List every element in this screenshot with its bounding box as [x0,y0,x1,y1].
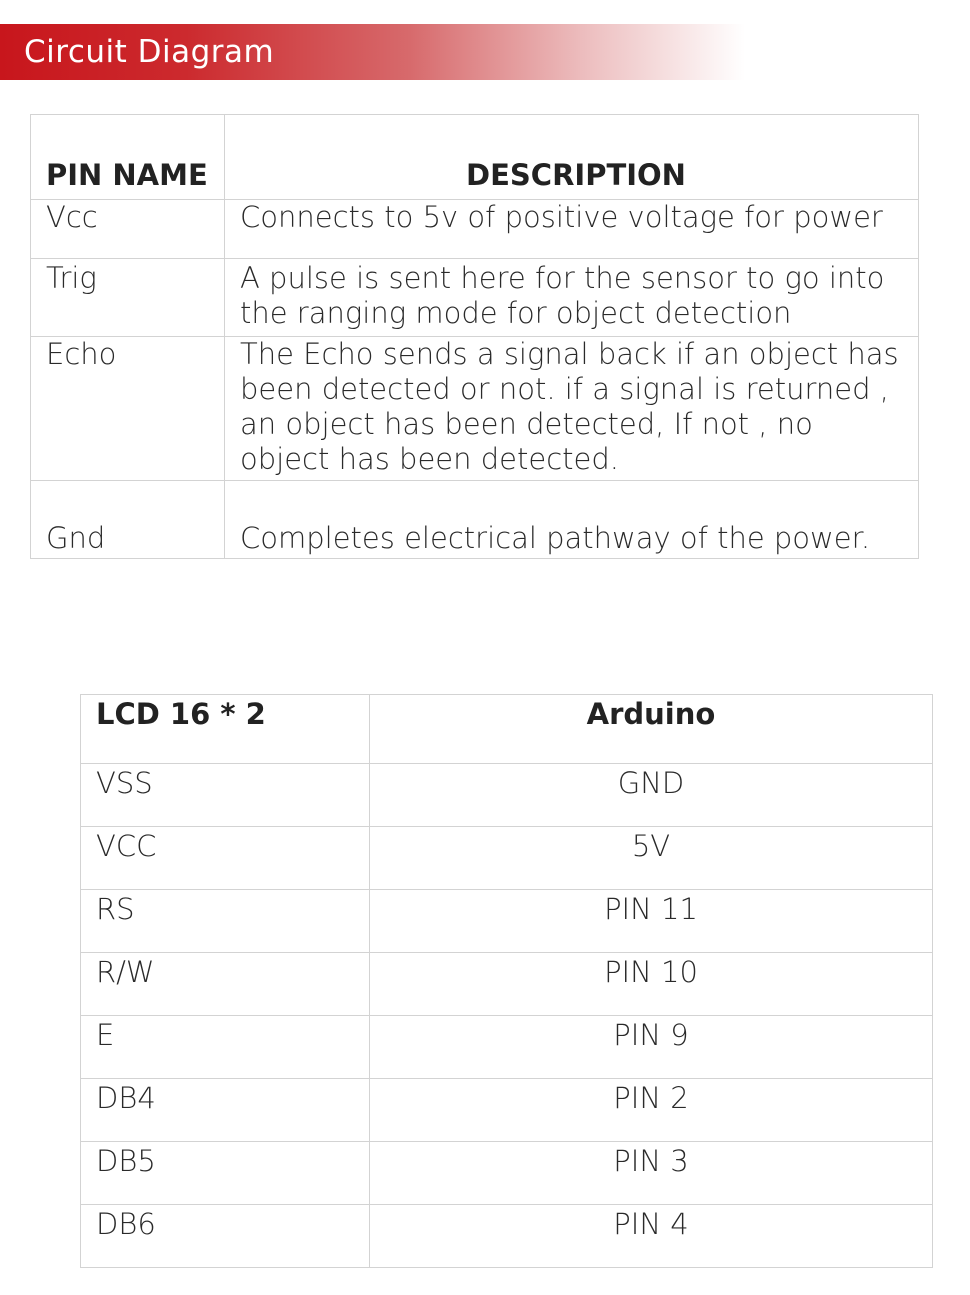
lcd-table-header-row [81,695,933,764]
description-line: Completes electrical pathway of the power. [240,521,871,555]
table-row [31,259,919,337]
table-row [81,1016,933,1079]
lcd-pin-cell: RS [81,890,370,953]
arduino-pin-cell: PIN 2 [370,1079,933,1142]
description-line: an object has been detected, If not , no [240,407,813,441]
description-cell [225,259,919,337]
table-row [81,1205,933,1268]
pin-name-cell: Gnd [31,481,225,559]
pin-name-cell: Echo [31,337,225,481]
description-line: A pulse is sent here for the sensor to go into [240,261,885,295]
pin-name-cell: Trig [31,259,225,337]
pin-description-table [30,114,919,559]
pin-name-cell: Vcc [31,200,225,259]
table-row [81,890,933,953]
lcd-pin-cell: R/W [81,953,370,1016]
table-row [31,200,919,259]
table-row [81,953,933,1016]
table-row [81,1079,933,1142]
table-row [81,764,933,827]
arduino-pin-cell: PIN 11 [370,890,933,953]
pin-table-header-row [31,115,919,200]
arduino-pin-cell: 5V [370,827,933,890]
arduino-pin-cell: PIN 3 [370,1142,933,1205]
description-cell [225,337,919,481]
description-cell [225,481,919,559]
table-row [81,1142,933,1205]
lcd-header: LCD 16 * 2 [81,695,370,764]
section-header-banner [0,24,745,80]
table-row [31,481,919,559]
arduino-pin-cell: GND [370,764,933,827]
arduino-pin-cell: PIN 4 [370,1205,933,1268]
table-row [81,827,933,890]
lcd-pin-cell: VCC [81,827,370,890]
lcd-pin-cell: E [81,1016,370,1079]
lcd-pin-cell: DB6 [81,1205,370,1268]
arduino-header: Arduino [370,695,933,764]
lcd-pin-cell: DB4 [81,1079,370,1142]
description-line: Connects to 5v of positive voltage for power [240,200,883,234]
table-row [31,337,919,481]
description-line: been detected or not. if a signal is returned , [240,372,889,406]
section-title: Circuit Diagram [24,34,275,70]
description-cell [225,200,919,259]
lcd-pin-cell: VSS [81,764,370,827]
lcd-pin-cell: DB5 [81,1142,370,1205]
description-line: The Echo sends a signal back if an object has [240,337,899,371]
description-line: the ranging mode for object detection [240,296,792,330]
description-line: object has been detected. [240,442,619,476]
pin-name-header: PIN NAME [31,115,225,200]
description-header: DESCRIPTION [225,115,919,200]
arduino-pin-cell: PIN 9 [370,1016,933,1079]
lcd-arduino-mapping-table [80,694,933,1268]
arduino-pin-cell: PIN 10 [370,953,933,1016]
